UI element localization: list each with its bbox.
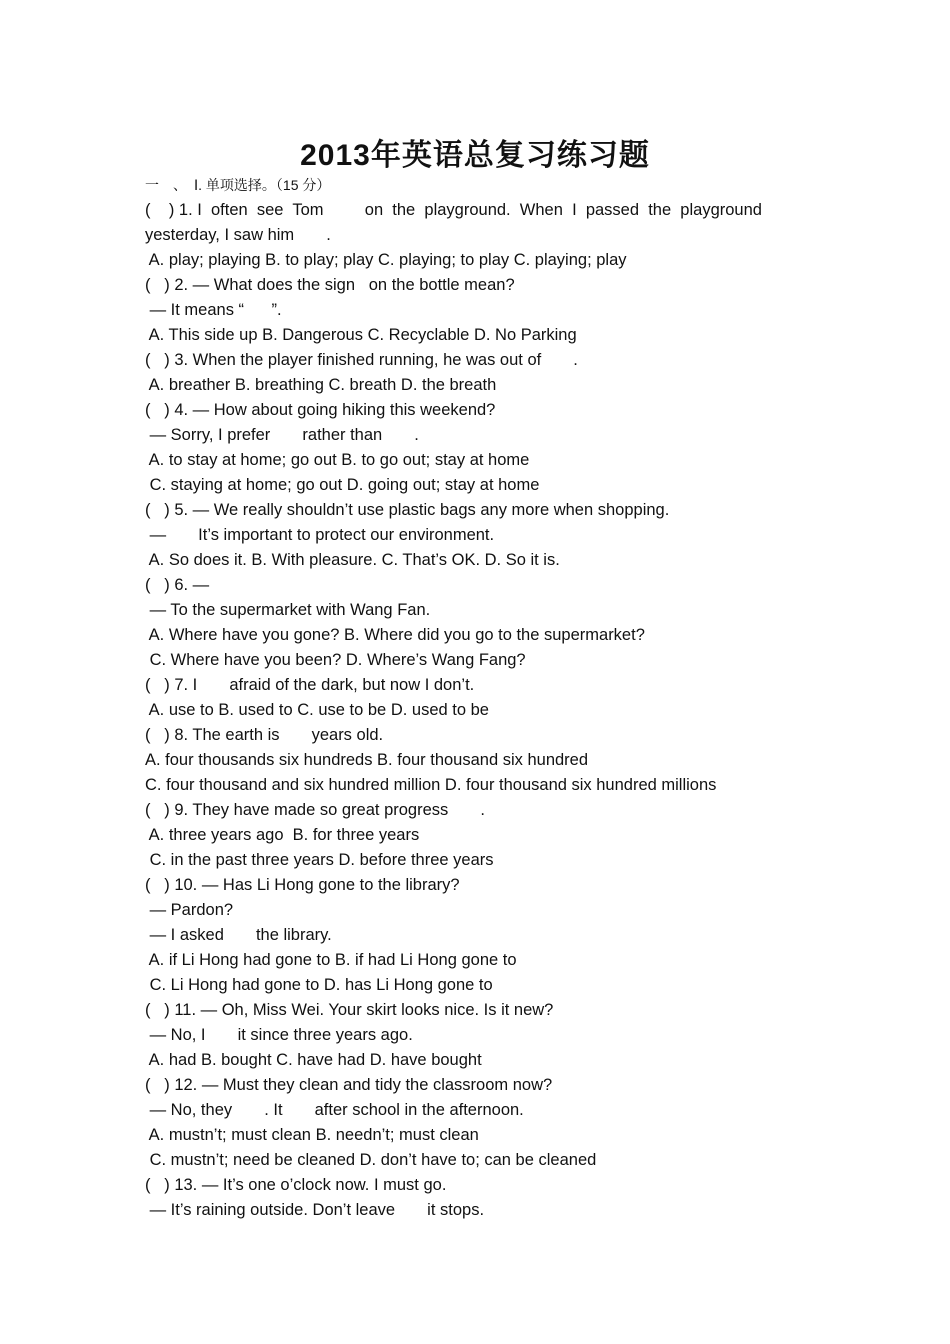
text-line: — It’s raining outside. Don’t leave it stops. — [145, 1201, 485, 1219]
text-line: A. four thousands six hundreds B. four thousand six hundred — [145, 751, 589, 769]
text-line: — No, they . It after school in the afternoon. — [145, 1101, 524, 1119]
text-line: A. three years ago B. for three years — [145, 826, 420, 844]
text-line: A. Where have you gone? B. Where did you go to the supermarket? — [145, 626, 645, 644]
text-line: C. four thousand and six hundred million D. four thousand six hundred millions — [145, 776, 717, 794]
text-line: ( ) 6. — — [145, 576, 210, 594]
text-line: ( ) 3. When the player finished running, he was out of . — [145, 351, 578, 369]
text-line: — No, I it since three years ago. — [145, 1026, 413, 1044]
text-line: C. Li Hong had gone to D. has Li Hong gone to — [145, 976, 493, 994]
text-line: — Pardon? — [145, 901, 234, 919]
text-line: — It means “ ”. — [145, 301, 282, 319]
text-line: C. Where have you been? D. Where’s Wang Fang? — [145, 651, 526, 669]
text-line: C. staying at home; go out D. going out; stay at home — [145, 476, 540, 494]
text-line: ( ) 7. I afraid of the dark, but now I don’t. — [145, 676, 475, 694]
text-line: A. This side up B. Dangerous C. Recyclable D. No Parking — [145, 326, 577, 344]
text-line: A. breather B. breathing C. breath D. the breath — [145, 376, 497, 394]
text-line: ( ) 12. — Must they clean and tidy the classroom now? — [145, 1076, 553, 1094]
text-line: C. in the past three years D. before three years — [145, 851, 494, 869]
text-line: ( ) 5. — We really shouldn’t use plastic bags any more when shopping. — [145, 501, 670, 519]
text-line: — To the supermarket with Wang Fan. — [145, 601, 431, 619]
text-line: yesterday, I saw him . — [145, 226, 331, 244]
text-line: A. play; playing B. to play; play C. playing; to play C. playing; play — [145, 251, 627, 269]
text-line: ( ) 4. — How about going hiking this weekend? — [145, 401, 496, 419]
text-line: A. So does it. B. With pleasure. C. That’s OK. D. So it is. — [145, 551, 560, 569]
section-heading: 一 、 Ⅰ. 单项选择。（15 分） — [145, 177, 331, 193]
text-line: A. use to B. used to C. use to be D. used to be — [145, 701, 489, 719]
text-line: ( ) 9. They have made so great progress . — [145, 801, 485, 819]
text-line: ( ) 8. The earth is years old. — [145, 726, 384, 744]
text-line: C. mustn’t; need be cleaned D. don’t have to; can be cleaned — [145, 1151, 597, 1169]
text-line: A. if Li Hong had gone to B. if had Li Hong gone to — [145, 951, 517, 969]
text-line: — I asked the library. — [145, 926, 332, 944]
text-line: ( ) 1. I often see Tom on the playground. When I passed the playground — [145, 201, 762, 219]
text-line: — Sorry, I prefer rather than . — [145, 426, 419, 444]
text-line: A. mustn’t; must clean B. needn’t; must clean — [145, 1126, 479, 1144]
text-line: ( ) 2. — What does the sign on the bottle mean? — [145, 276, 515, 294]
text-line: A. to stay at home; go out B. to go out; stay at home — [145, 451, 530, 469]
text-line: ( ) 11. — Oh, Miss Wei. Your skirt looks nice. Is it new? — [145, 1001, 554, 1019]
page-title: 2013年英语总复习练习题 — [300, 139, 650, 172]
text-line: — It’s important to protect our environment. — [145, 526, 495, 544]
text-line: ( ) 13. — It’s one o’clock now. I must go. — [145, 1176, 447, 1194]
text-line: ( ) 10. — Has Li Hong gone to the library? — [145, 876, 460, 894]
exercise-body — [145, 173, 807, 1223]
text-line: A. had B. bought C. have had D. have bought — [145, 1051, 482, 1069]
